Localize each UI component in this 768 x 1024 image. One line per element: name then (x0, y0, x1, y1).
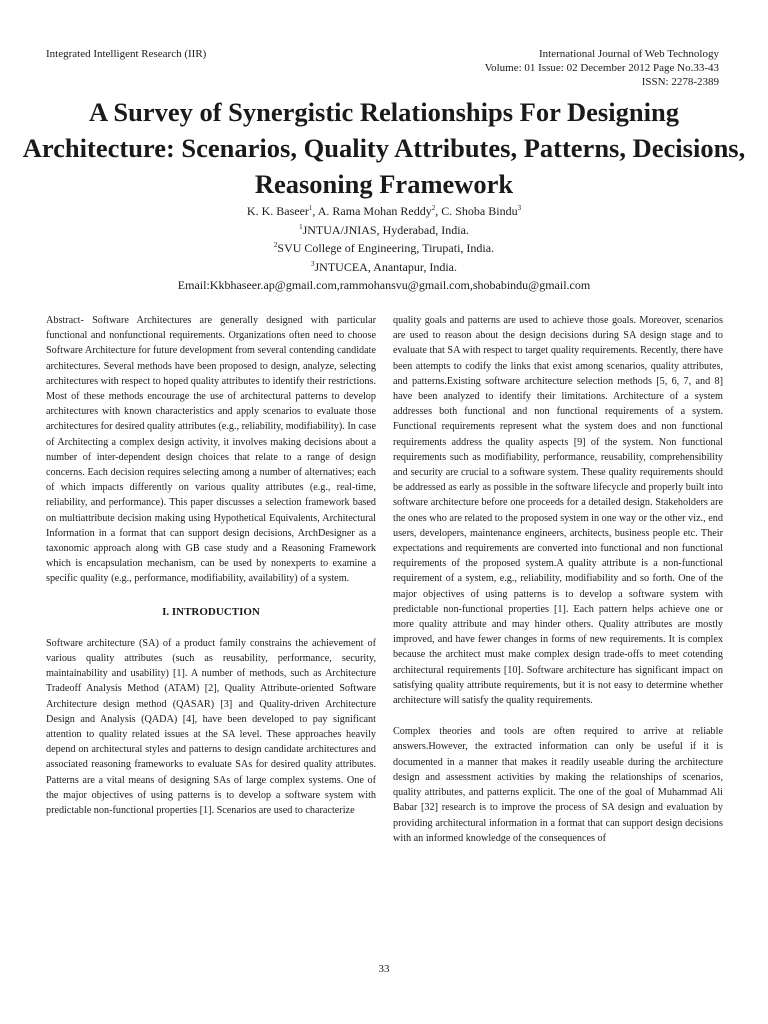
affiliation-mark: 2 (273, 241, 278, 249)
paper-title: A Survey of Synergistic Relationships For Designing Architecture: Scenarios, Quality Attributes, Patterns, Decisions, Reasoning Framework (22, 97, 746, 199)
author-name: K. K. Baseer (246, 204, 309, 218)
journal-volume-issue: Volume: 01 Issue: 02 December 2012 Page No.33-43 (484, 62, 719, 74)
author-affiliation-mark: 1 (308, 204, 313, 212)
page-number: 33 (378, 963, 390, 975)
affiliation (0, 239, 768, 258)
affiliation-mark: 1 (299, 222, 303, 231)
abstract: Abstract- Software Architectures are generally designed with particular functional and nonfunctional requirements. Organizations often need to choose Software Architecture for future development from several contending candidate architectures. Several methods have been proposed to design, analyze, selecting architectures with respect to hoped quality attributes to identify their restrictions. Most of these methods encourage the use of architectural patterns to develop architectures with known characteristics and apply scenarios to evaluate those architectures for desired quality attributes (e.g., reliability, modifiability). In case of Architecting a complex design activity, it involves making decisions about a number of inter-dependent design choices that relate to a range of design concerns. Each decision requires selecting among a number of alternatives; each of which impacts differently on various quality attributes (e.g., real-time, reliability, and performance). This paper discusses a selection framework based on multiattribute decision making using Hypothetical Equivalents, Architectural Information in a format that can support design decisions, ArchDesigner as a taxonomic approach along with GB case study and a Reasoning Framework which is encapsulation mechanism, can be used by nonexperts to examine a specific quality (e.g., performance, modifiability, availability) of a system. (46, 315, 376, 585)
affiliation-text: JNTUA/JNIAS, Hyderabad, India. (302, 222, 469, 237)
author-name: , A. Rama Mohan Reddy (312, 204, 432, 218)
affiliation-text: JNTUCEA, Anantapur, India. (314, 259, 457, 274)
author-emails: Email:Kkbhaseer.ap@gmail.com,rammohansvu@gmail.com,shobabindu@gmail.com (177, 278, 591, 292)
author-name: , C. Shoba Bindu (435, 204, 518, 218)
author-block (0, 202, 768, 295)
journal-name: International Journal of Web Technology (538, 48, 719, 60)
journal-issn: ISSN: 2278-2389 (641, 76, 719, 88)
section-heading: I. INTRODUCTION (162, 605, 260, 618)
affiliation-mark: 3 (311, 259, 315, 268)
journal-info (485, 47, 719, 89)
author-list (0, 202, 768, 221)
right-column (393, 313, 723, 846)
author-affiliation-mark: 3 (517, 204, 522, 212)
affiliation-text: SVU College of Engineering, Tirupati, India. (277, 241, 495, 255)
affiliation (0, 221, 768, 240)
body-paragraph: quality goals and patterns are used to achieve those goals. Moreover, scenarios are used to reason about the design decisions during SA design stage and to evaluate that SA with respect to target quality requirements. Recently, there have been attempts to codify the links that exist among scenarios, quality attributes, and patterns.Existing software architecture selection methods [5, 6, 7, and 8] have been analyzed to identify their limitations. Architecture of a system addresses both functional and non functional requirements of a system. Functional requirements represent what the system does and non functional requirements address the quality aspects [9] of the system. Non functional requirements such as modifiability, performance, reusability, comprehensibility and security are crucial to a software system. These quality requirements should be addressed as early as possible in the software lifecycle and properly built into software architecture before one proceeds for a detailed design. Stakeholders are the ones who are related to the proposed system in one way or the other viz., end users, developers, maintenance engineers, architects, business people etc. Their expectations and requirements are converted into functional and non functional requirements of the proposed system.A quality attribute is a non-functional requirement of a system, e.g., reliability, modifiability and so forth. One of the major objectives of using patterns is to develop a software system with predictable non-functional properties [1]. Each pattern helps achieve one or more quality attribute and may hinder others. Quality attributes are mostly improved, and have fewer changes in forms of new requirements. It is complex because the architect must make complex design trade-offs to meet cotending architectural requirements [10]. Software architecture has significant impact on satisfying quality attribute requirements, but it is not easy to determine whether architecture will satisfy the quality requirements. (393, 315, 723, 707)
left-column (46, 313, 376, 818)
journal-publisher: Integrated Intelligent Research (IIR) (46, 48, 207, 60)
affiliation (0, 258, 768, 277)
intro-paragraph: Software architecture (SA) of a product family constrains the achievement of various quality attributes (such as reusability, performance, security, maintainability and usability) [1]. A number of methods, such as Architecture Tradeoff Analysis Method (ATAM) [2], Quality Attribute-oriented Software Architecture design method (QASAR) [3] and Quality-driven Architecture Design and Analysis (QADA) [4], have been developed to pay significant attention to quality related issues at the SA level. These approaches heavily depend on architectural styles and patterns to design candidate architectures and associated reasoning frameworks to evaluate SAs for desired quality attributes. Patterns are a vital means of designing SAs of large complex systems. One of the major objectives of using patterns is to develop a software system with predictable non-functional properties [1]. Scenarios are used to characterize (46, 637, 376, 817)
body-paragraph: Complex theories and tools are often required to arrive at reliable answers.However, the extracted information can only be useful if it is documented in a manner that makes it readily useable during the architecture design and assessment activities by making the relationships of scenarios, quality attributes, and patterns explicit. The one of the goal of Muhammad Ali Babar [32] research is to improve the process of SA design and evaluation by providing architectural information in a format that can support design decisions with an informed knowledge of the consequences of (393, 726, 723, 844)
author-affiliation-mark: 2 (431, 204, 436, 212)
